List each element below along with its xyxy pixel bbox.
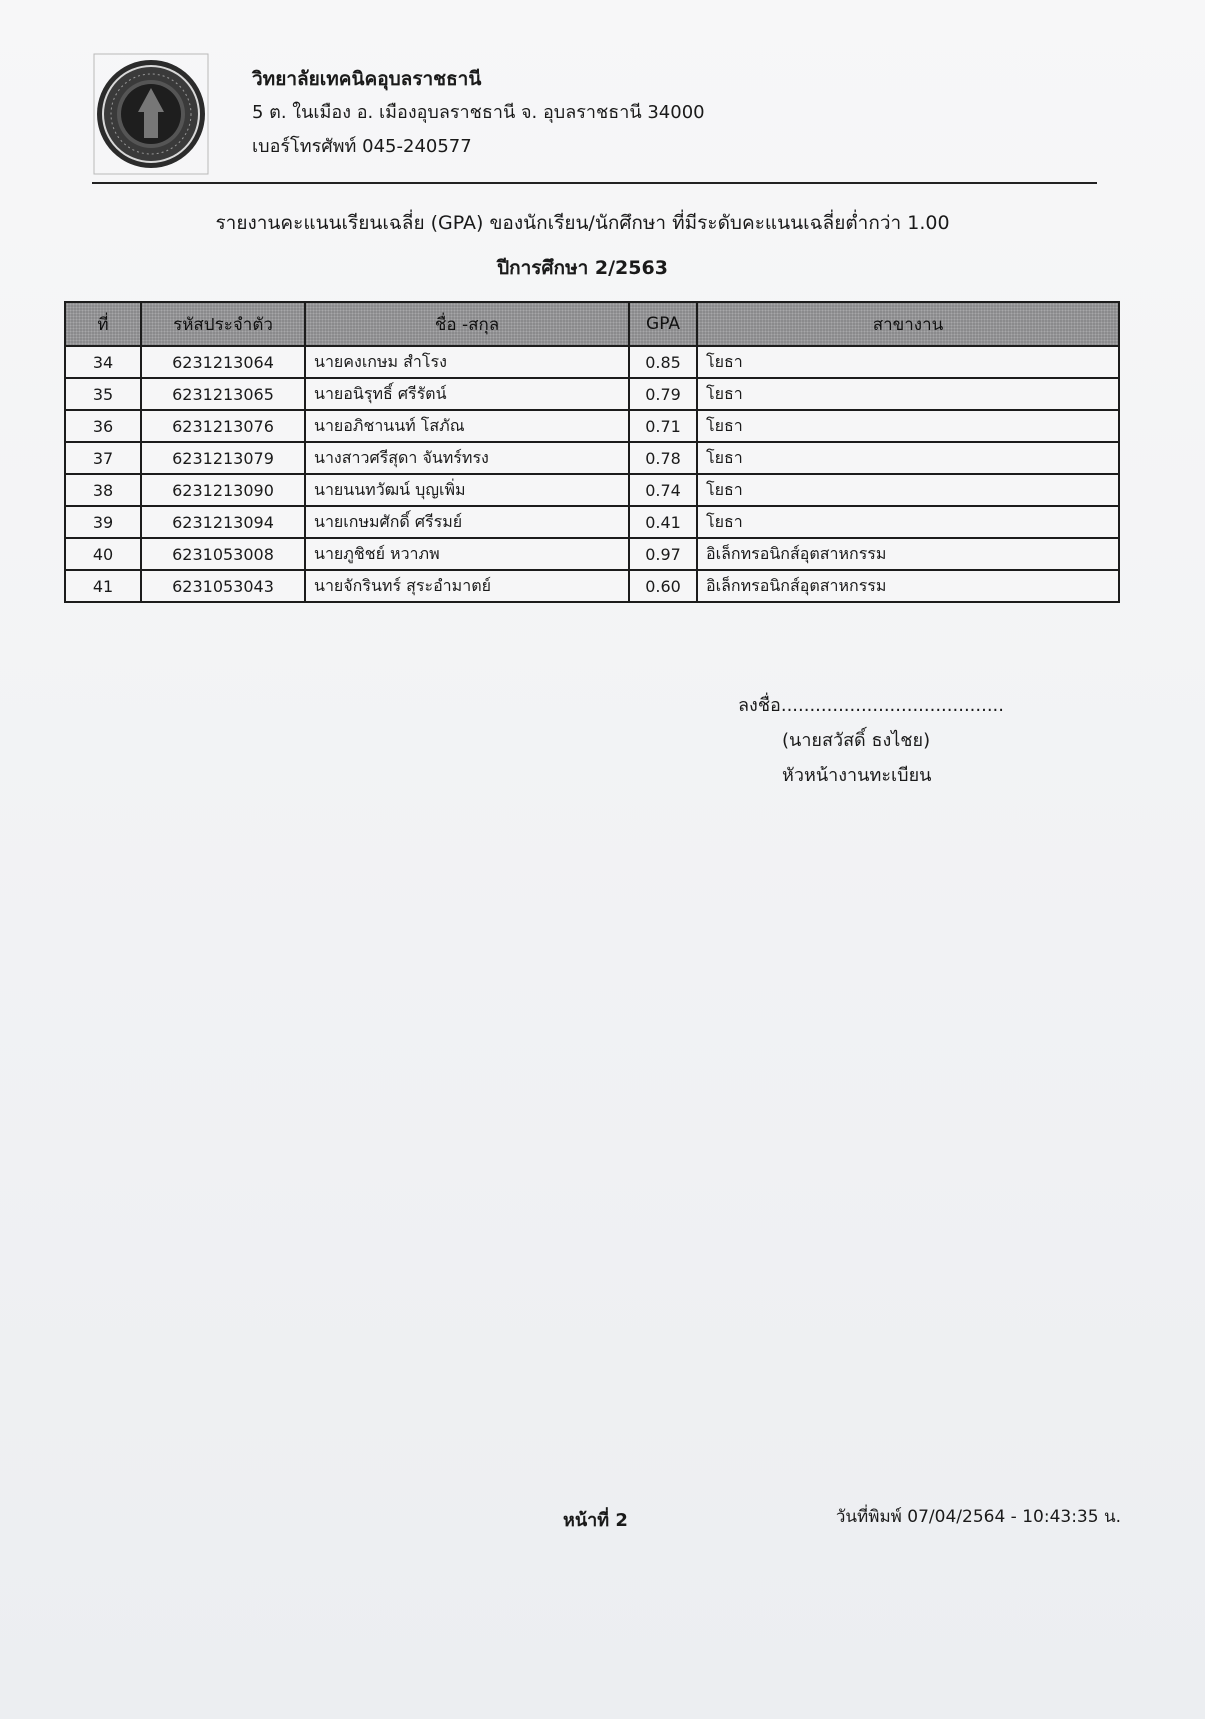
header-department: สาขางาน xyxy=(697,302,1119,346)
cell-name: นายเกษมศักดิ์ ศรีรมย์ xyxy=(305,506,629,538)
cell-no: 39 xyxy=(65,506,141,538)
cell-student-id: 6231213090 xyxy=(141,474,305,506)
cell-student-id: 6231213065 xyxy=(141,378,305,410)
cell-gpa: 0.78 xyxy=(629,442,697,474)
cell-department: โยธา xyxy=(697,346,1119,378)
cell-gpa: 0.74 xyxy=(629,474,697,506)
cell-no: 35 xyxy=(65,378,141,410)
cell-name: นายคงเกษม สำโรง xyxy=(305,346,629,378)
cell-no: 41 xyxy=(65,570,141,602)
cell-student-id: 6231053008 xyxy=(141,538,305,570)
header-divider xyxy=(92,182,1097,184)
college-seal-icon xyxy=(92,52,210,176)
table-header-row xyxy=(65,302,1119,346)
cell-department: โยธา xyxy=(697,474,1119,506)
table-row xyxy=(65,378,1119,410)
table-row xyxy=(65,506,1119,538)
cell-no: 36 xyxy=(65,410,141,442)
table-row xyxy=(65,474,1119,506)
header-no: ที่ xyxy=(65,302,141,346)
cell-student-id: 6231053043 xyxy=(141,570,305,602)
header-student-id: รหัสประจำตัว xyxy=(141,302,305,346)
cell-department: โยธา xyxy=(697,442,1119,474)
cell-no: 34 xyxy=(65,346,141,378)
cell-department: โยธา xyxy=(697,410,1119,442)
signatory-title: หัวหน้างานทะเบียน xyxy=(782,765,932,786)
cell-gpa: 0.71 xyxy=(629,410,697,442)
cell-student-id: 6231213094 xyxy=(141,506,305,538)
cell-name: นายนนทวัฒน์ บุญเพิ่ม xyxy=(305,474,629,506)
print-date: วันที่พิมพ์ 07/04/2564 - 10:43:35 น. xyxy=(835,1507,1121,1527)
report-title: รายงานคะแนนเรียนเฉลี่ย (GPA) ของนักเรียน/นักศึกษา ที่มีระดับคะแนนเฉลี่ยต่ำกว่า 1.00 xyxy=(215,212,950,234)
table-row xyxy=(65,410,1119,442)
cell-gpa: 0.41 xyxy=(629,506,697,538)
cell-name: นายภูชิชย์ หวาภพ xyxy=(305,538,629,570)
gpa-table xyxy=(64,301,1120,603)
cell-name: นางสาวศรีสุดา จันทร์ทรง xyxy=(305,442,629,474)
cell-student-id: 6231213076 xyxy=(141,410,305,442)
signature-block xyxy=(738,688,1004,793)
table-row xyxy=(65,538,1119,570)
cell-no: 38 xyxy=(65,474,141,506)
college-header xyxy=(252,62,705,164)
cell-gpa: 0.85 xyxy=(629,346,697,378)
cell-department: โยธา xyxy=(697,506,1119,538)
signature-line: ลงชื่อ....................................... xyxy=(738,695,1004,716)
cell-gpa: 0.97 xyxy=(629,538,697,570)
cell-gpa: 0.60 xyxy=(629,570,697,602)
page-number: หน้าที่ 2 xyxy=(563,1510,628,1531)
cell-gpa: 0.79 xyxy=(629,378,697,410)
cell-department: อิเล็กทรอนิกส์อุตสาหกรรม xyxy=(697,538,1119,570)
cell-student-id: 6231213079 xyxy=(141,442,305,474)
cell-no: 40 xyxy=(65,538,141,570)
cell-name: นายจักรินทร์ สุระอำมาตย์ xyxy=(305,570,629,602)
college-phone: เบอร์โทรศัพท์ 045-240577 xyxy=(252,136,472,157)
table-row xyxy=(65,570,1119,602)
cell-department: อิเล็กทรอนิกส์อุตสาหกรรม xyxy=(697,570,1119,602)
table-row xyxy=(65,346,1119,378)
report-year: ปีการศึกษา 2/2563 xyxy=(497,257,668,279)
college-name: วิทยาลัยเทคนิคอุบลราชธานี xyxy=(252,68,482,90)
signatory-name: (นายสวัสดิ์ ธงไชย) xyxy=(782,730,931,751)
cell-department: โยธา xyxy=(697,378,1119,410)
cell-no: 37 xyxy=(65,442,141,474)
cell-name: นายอภิชานนท์ โสภัณ xyxy=(305,410,629,442)
header-name: ชื่อ -สกุล xyxy=(305,302,629,346)
table-row xyxy=(65,442,1119,474)
header-gpa: GPA xyxy=(629,302,697,346)
cell-name: นายอนิรุทธิ์ ศรีรัตน์ xyxy=(305,378,629,410)
cell-student-id: 6231213064 xyxy=(141,346,305,378)
college-address: 5 ต. ในเมือง อ. เมืองอุบลราชธานี จ. อุบลราชธานี 34000 xyxy=(252,102,705,123)
